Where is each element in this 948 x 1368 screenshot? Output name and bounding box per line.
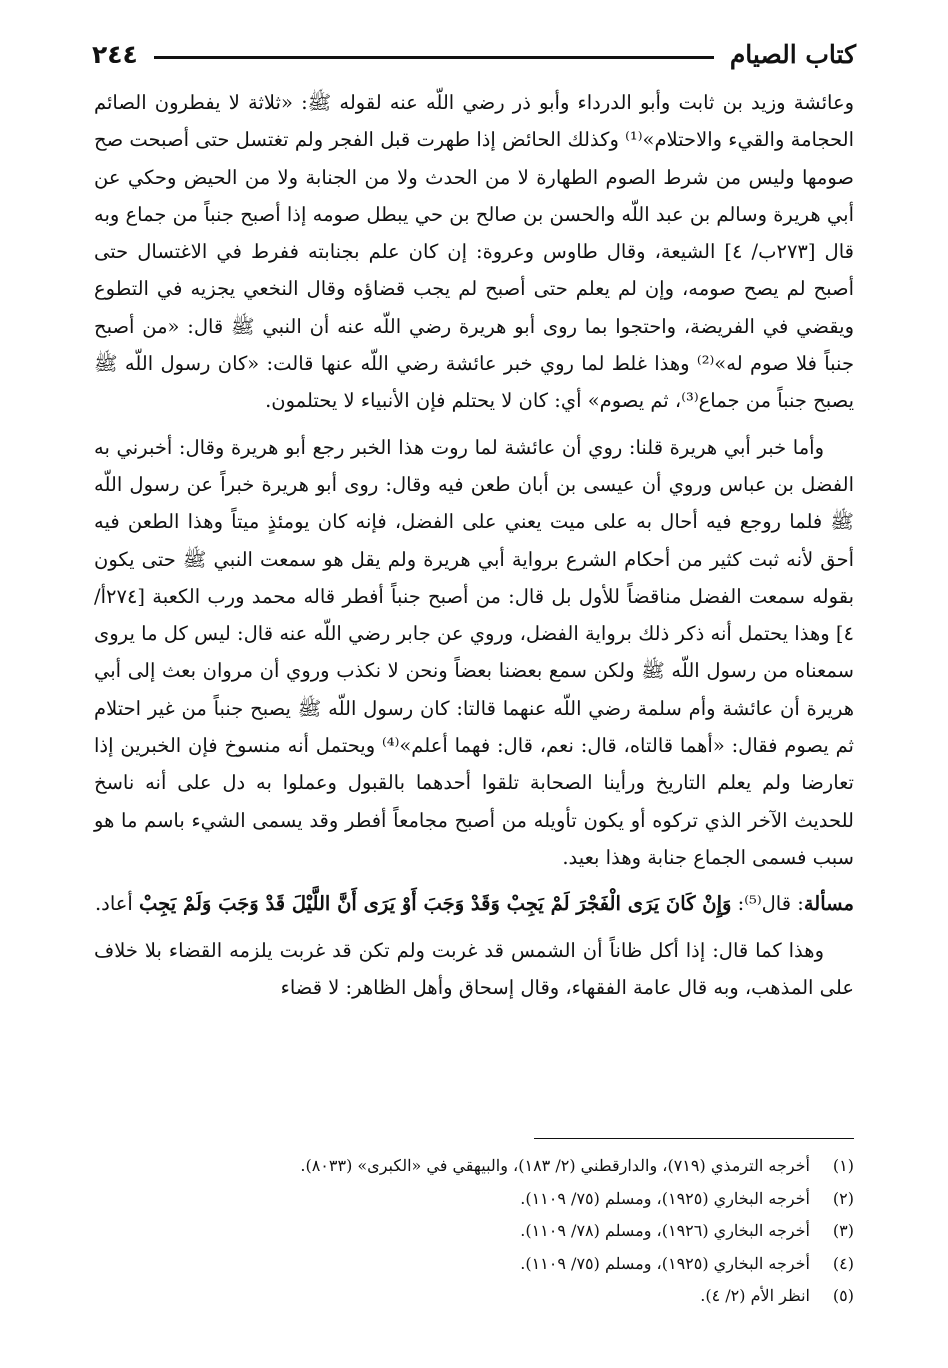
footnote-text: انظر الأم (٢/ ٤). bbox=[700, 1286, 810, 1305]
footnote-number: (٥) bbox=[832, 1286, 854, 1305]
footnote-text: أخرجه البخاري (١٩٢٦)، ومسلم (٧٨/ ١١٠٩). bbox=[520, 1221, 810, 1240]
footnote-text: أخرجه البخاري (١٩٢٥)، ومسلم (٧٥/ ١١٠٩). bbox=[520, 1188, 810, 1208]
footnote-number: (٣) bbox=[832, 1221, 854, 1240]
footnote-number: (١) bbox=[832, 1156, 854, 1175]
footnote-text: أخرجه الترمذي (٧١٩)، والدارقطني (٢/ ١٨٣)، والبيهقي في «الكبرى» (٨٠٣٣). bbox=[300, 1156, 810, 1175]
masala-tail: أعاد. bbox=[94, 892, 133, 916]
paragraph-1: وعائشة وزيد بن ثابت وأبو الدرداء وأبو ذر رضي اللّه عنه لقوله ﷺ: «ثلاثة لا يفطرون الصائم الحجامة والقيء والاحتلام»⁽¹⁾ وكذلك الحائض إذا طهرت قبل الفجر ولم تغتسل حتى أصبحت صح صومها وليس من شرط الصوم الطهارة لا من الحدث ولا من الجنابة ولا من الحيض وحكي عن أبي هريرة وسالم بن عبد اللّه والحسن بن صالح بن حي يبطل صومه إذا أصبح جنباً من جماع وبه قال [٢٧٣ب/ ٤] الشيعة، وقال طاوس وعروة: إن كان علم بجنابته ففرط في الاغتسال حتى أصبح لم يصح صومه، وإن لم يعلم حتى أصبح لم يجب قضاؤه وقال النخعي يجزيه في التطوع ويقضي في الفريضة، واحتجوا بما روى أبو هريرة رضي اللّه عنه أن النبي ﷺ قال: «من أصبح جنباً فلا صوم له»⁽²⁾ وهذا غلط لما روي خبر عائشة رضي اللّه عنها قالت: «كان رسول اللّه ﷺ يصبح جنباً من جماع⁽³⁾، ثم يصوم» أي: كان لا يحتلم فإن الأنبياء لا يحتلمون. bbox=[94, 91, 854, 413]
masala-intro: : قال⁽⁵⁾: bbox=[737, 892, 804, 916]
main-text bbox=[94, 84, 854, 1006]
page-header bbox=[92, 34, 856, 74]
footnote-item bbox=[94, 1183, 854, 1216]
footnote-number: (٢) bbox=[832, 1188, 854, 1208]
footnote-text: أخرجه البخاري (١٩٢٥)، ومسلم (٧٥/ ١١٠٩). bbox=[520, 1253, 810, 1273]
closing-paragraph: وهذا كما قال: إذا أكل ظاناً أن الشمس قد غربت ولم تكن قد غربت يلزمه القضاء بلا خلاف على المذهب، وبه قال عامة الفقهاء، وقال إسحاق وأهل الظاهر: لا قضاء bbox=[94, 938, 854, 999]
masala-matn: وَإِنْ كَانَ يَرَى الْفَجْرَ لَمْ يَجِبْ وَقَدْ وَجَبَ أَوْ يَرَى أَنَّ اللَّيْلَ قَدْ وَجَبَ وَلَمْ يَجِبْ bbox=[139, 892, 732, 916]
footnote-item bbox=[94, 1248, 854, 1281]
masala-paragraph bbox=[94, 885, 854, 922]
header-rule bbox=[154, 56, 714, 59]
paragraph-2: وأما خبر أبي هريرة قلنا: روي أن عائشة لما روت هذا الخبر رجع أبو هريرة وقال: أخبرني به الفضل بن عباس وروي أن عيسى بن أبان طعن فيه وقال: روى أبو هريرة خبراً عن رسول اللّه ﷺ فلما روجع فيه أحال به على ميت يعني على الفضل، فإنه كان يومئذٍ ميتاً وهذا الطعن فيه أحق لأنه ثبت كثير من أحكام الشرع برواية أبي هريرة ولم يقل هو سمعت النبي ﷺ حتى يكون بقوله سمعت الفضل مناقضاً للأول بل قال: من أصبح جنباً أفطر قاله محمد ورب الكعبة [٢٧٤أ/ ٤] وهذا يحتمل أنه ذكر ذلك برواية الفضل، وروي عن جابر رضي اللّه عنه قال: ليس كل ما يروى سمعناه من رسول اللّه ﷺ ولكن سمع بعضنا بعضاً ونحن لا نكذب وروي أن مروان بعث إلى أبي هريرة أن عائشة وأم سلمة رضي اللّه عنهما قالتا: كان رسول اللّه ﷺ يصبح جنباً من غير احتلام ثم يصوم فقال: «أهما قالتاه، قال: نعم، قال: فهما أعلم»⁽⁴⁾ ويحتمل أنه منسوخ فإن الخبرين إذا تعارضا ولم يعلم التاريخ ورأينا الصحابة تلقوا أحدهما بالقبول وعملوا به دل على أنه ناسخ للحديث الآخر الذي تركوه أو يكون تأويله من أصبح مجامعاً أفطر وقد يسمى الشيء باسم ما هو سبب فسمى الجماع جنابة وهذا بعيد. bbox=[94, 435, 854, 869]
masala-label: مسألة bbox=[803, 892, 854, 916]
footnote-item bbox=[94, 1280, 854, 1313]
footnote-item bbox=[94, 1215, 854, 1248]
footnote-number: (٤) bbox=[832, 1253, 854, 1273]
footnote-separator bbox=[534, 1138, 854, 1139]
page-number: ٢٤٤ bbox=[92, 39, 138, 69]
book-title: كتاب الصيام bbox=[729, 39, 856, 69]
footnotes bbox=[94, 1150, 854, 1313]
footnote-item bbox=[94, 1150, 854, 1183]
